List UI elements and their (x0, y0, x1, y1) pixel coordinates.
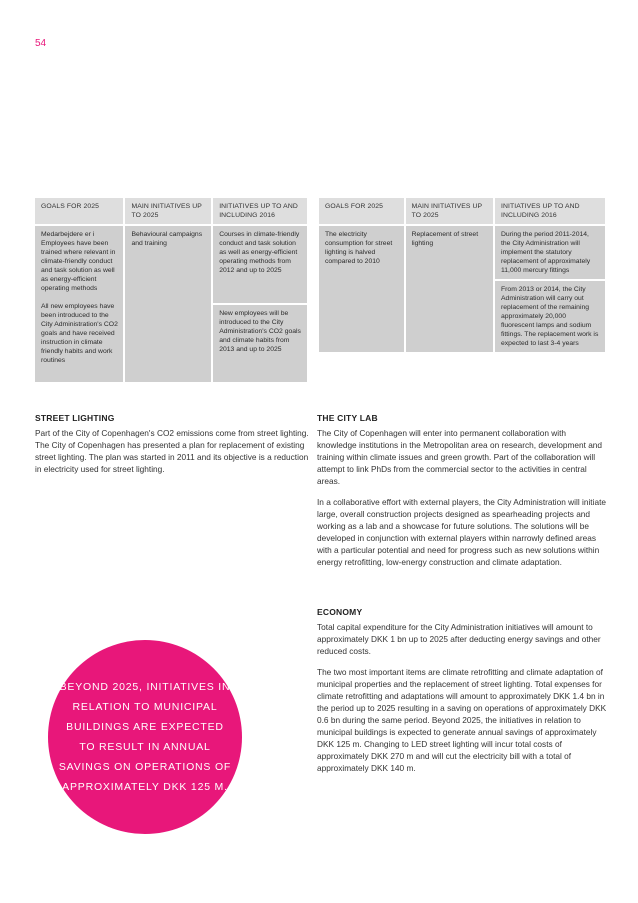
initiative-cell: Courses in climate-friendly conduct and task solution as well as energy-efficient operating methods from 2012 and up to 2025 (213, 226, 307, 303)
initiative-cell: From 2013 or 2014, the City Administration will carry out replacement of the remaining approximately 20,000 fluorescent lamps and sodium fittings. The replacement work is expected to last 3-4 years (495, 281, 605, 352)
table-row (35, 226, 307, 303)
header-main-initiatives: MAIN INITIATIVES UP TO 2025 (125, 198, 211, 224)
callout-text: BEYOND 2025, INITIATIVES IN RELATION TO MUNICIPAL BUILDINGS ARE EXPECTED TO RESULT IN ANNUAL SAVINGS ON OPERATIONS OF APPROXIMATELY DKK 125 M. (58, 681, 232, 793)
goal-text: Medarbejdere er i Employees have been trained where relevant in climate-friendly conduct and task solution as well as energy-efficient operating methods (41, 231, 116, 292)
header-goals: GOALS FOR 2025 (35, 198, 123, 224)
street-lighting-section (35, 413, 310, 484)
paragraph: The City of Copenhagen will enter into permanent collaboration with knowledge institutions in the Metropolitan area on research, development and training within climate issues and green growth. Part of the collaboration will attempt to link PhDs from the commercial sector to the activities in central areas. (317, 428, 603, 486)
goals-table-street-lighting (317, 196, 607, 354)
goal-cell (35, 226, 123, 382)
paragraph: Total capital expenditure for the City Administration initiatives will amount to approximately DKK 1 bn up to 2025 after deducting energy savings and other reduced costs. (317, 622, 601, 656)
header-goals: GOALS FOR 2025 (319, 198, 404, 224)
main-initiative-cell: Replacement of street lighting (406, 226, 493, 352)
table-header-row (319, 198, 605, 224)
table-header-row (35, 198, 307, 224)
header-initiatives-2016: INITIATIVES UP TO AND INCLUDING 2016 (213, 198, 307, 224)
initiative-cell: New employees will be introduced to the City Administration's CO2 goals and climate habits from 2013 and up to 2025 (213, 305, 307, 382)
initiative-cell: During the period 2011-2014, the City Administration will implement the statutory replacement of approximately 11,000 mercury fittings (495, 226, 605, 279)
paragraph: In a collaborative effort with external players, the City Administration will initiate large, overall construction projects designed as spearheading projects and working as a lab and a showcase for future solutions. The solutions will be developed in conjunction with external players within narrowly defined areas with a particular potential and need for progress such as new solutions within energy retrofitting, low-energy construction and climate adaptation. (317, 497, 606, 567)
section-heading: STREET LIGHTING (35, 413, 115, 423)
header-initiatives-2016: INITIATIVES UP TO AND INCLUDING 2016 (495, 198, 605, 224)
section-heading: ECONOMY (317, 607, 363, 617)
economy-section (317, 607, 607, 783)
goal-cell: The electricity consumption for street lighting is halved compared to 2010 (319, 226, 404, 352)
goal-text: All new employees have been introduced to the City Administration's CO2 goals and have received instruction in climate friendly habits and work routines (41, 303, 118, 364)
paragraph: The two most important items are climate retrofitting and climate adaptation of municipal properties and the replacement of street lighting. Total expenses for climate retrofitting and adaptations will amount to approximately DKK 1.4 bn in the period up to 2025 resulting in a saving on operations of approximately DKK 0.6 bn during the same period. Beyond 2025, the initiatives in relation to municipal buildings is expected to generate annual savings of approximately DKK 125 m. Changing to LED street lighting will incur total costs of approximately DKK 270 m and will cut the electricity bill with a total of approximately DKK 140 m. (317, 667, 607, 773)
section-heading: THE CITY LAB (317, 413, 378, 423)
table-row (319, 226, 605, 279)
city-lab-section (317, 413, 607, 577)
savings-callout-circle (48, 640, 242, 834)
paragraph: Part of the City of Copenhagen's CO2 emissions come from street lighting. The City of Copenhagen has presented a plan for replacement of existing street lighting. The plan was started in 2011 and its objective is a reduction in electricity used for street lighting. (35, 428, 309, 474)
header-main-initiatives: MAIN INITIATIVES UP TO 2025 (406, 198, 493, 224)
main-initiative-cell: Behavioural campaigns and training (125, 226, 211, 382)
page-number: 54 (35, 38, 47, 49)
goals-table-buildings (33, 196, 309, 384)
